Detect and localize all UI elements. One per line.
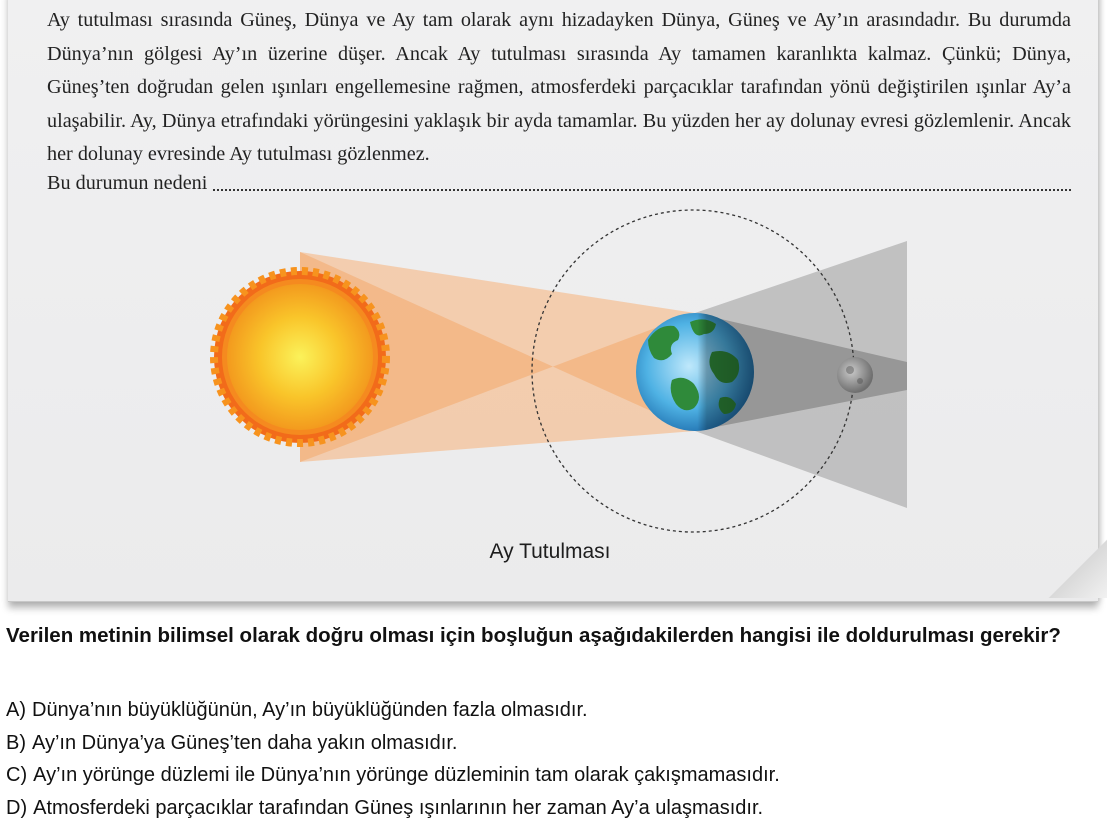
earth-icon <box>636 313 754 431</box>
passage-paragraph: Ay tutulması sırasında Güneş, Dünya ve Ay tam olarak aynı hizadayken Dünya, Güneş ve Ay’ın arasındadır. Bu durumda Dünya’nın gölgesi Ay’ın üzerine düşer. Ancak Ay tutulması sırasında Ay tamamen karanlıkta kalmaz. Çünkü; Dünya, Güneş’ten doğrudan gelen ışınları engellemesine rağmen, atmosferdeki parçacıklar tarafından yönü değiştirilen ışınlar Ay’a ulaşabilir. Ay, Dünya etrafındaki yörüngesini yaklaşık bir ayda tamamlar. Bu yüzden her ay dolunay evresi gözlemlenir. Ancak her dolunay evresinde Ay tutulması gözlenmez. <box>47 9 1071 165</box>
figure-caption: Ay Tutulması <box>489 540 611 563</box>
option-letter: A) <box>6 699 26 721</box>
option-letter: B) <box>6 731 26 754</box>
option-c[interactable] <box>6 759 1102 792</box>
answer-options <box>6 694 1102 824</box>
option-b[interactable] <box>6 727 1102 760</box>
sun-icon <box>214 271 386 443</box>
option-text: Atmosferdeki parçacıklar tarafından Güneş ışınlarının her zaman Ay’a ulaşmasıdır. <box>33 796 764 819</box>
moon-icon <box>837 357 873 393</box>
option-text: Ay’ın Dünya’ya Güneş’ten daha yakın olmasıdır. <box>32 731 458 754</box>
option-d[interactable] <box>6 792 1102 825</box>
option-text: Ay’ın yörünge düzlemi ile Dünya’nın yörünge düzleminin tam olarak çakışmamasıdır. <box>33 764 780 786</box>
option-letter: C) <box>6 764 28 786</box>
option-text: Dünya’nın büyüklüğünün, Ay’ın büyüklüğünden fazla olmasıdır. <box>32 699 588 721</box>
option-a[interactable] <box>6 694 1102 727</box>
option-letter: D) <box>6 796 28 819</box>
question-text: Verilen metinin bilimsel olarak doğru olması için boşluğun aşağıdakilerden hangisi ile doldurulması gerekir? <box>6 624 1061 647</box>
blank-prefix: Bu durumun nedeni <box>47 172 208 194</box>
